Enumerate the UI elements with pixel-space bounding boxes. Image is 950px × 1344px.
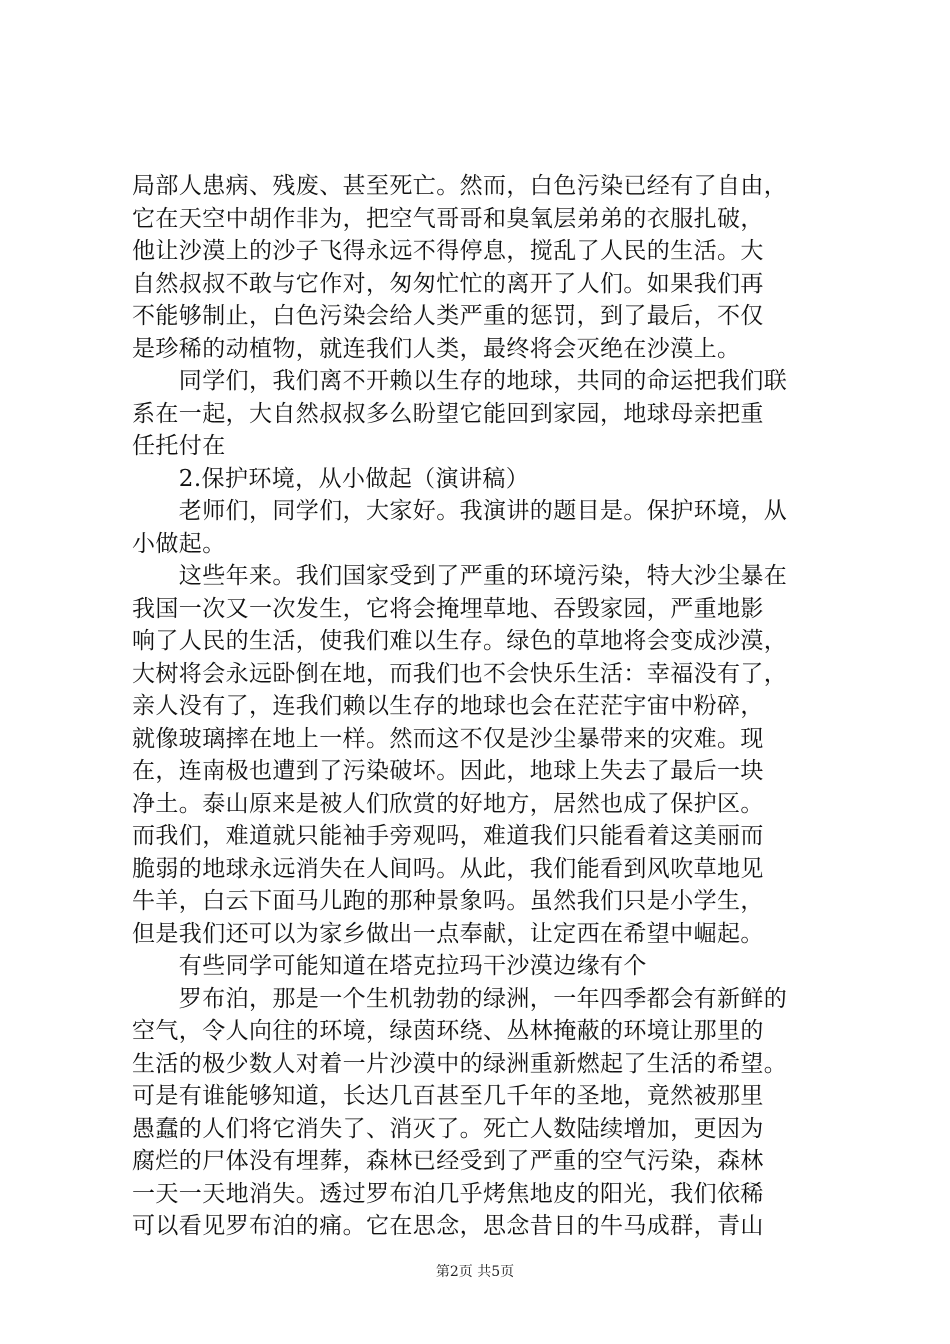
text-line: 亲人没有了，连我们赖以生存的地球也会在茫茫宇宙中粉碎， [132, 693, 764, 719]
text-line: 我国一次又一次发生，它将会掩埋草地、吞毁家园，严重地影 [132, 595, 764, 622]
text-line: 可是有谁能够知道，长达几百甚至几千年的圣地，竟然被那里 [132, 1083, 764, 1109]
text-line: 腐烂的尸体没有埋葬，森林已经受到了严重的空气污染，森林 [132, 1148, 764, 1174]
page-footer [0, 1263, 950, 1281]
text-line: 就像玻璃摔在地上一样。然而这不仅是沙尘暴带来的灾难。现 [132, 725, 764, 752]
text-line: 是珍稀的动植物，就连我们人类，最终将会灭绝在沙漠上。 [132, 335, 741, 362]
text-line: 它在天空中胡作非为，把空气哥哥和臭氧层弟弟的衣服扎破， [132, 205, 764, 232]
text-line: 任托付在 [132, 433, 226, 459]
text-line: 净土。泰山原来是被人们欣赏的好地方，居然也成了保护区。 [132, 790, 764, 817]
text-line: 空气，令人向往的环境，绿茵环绕、丛林掩蔽的环境让那里的 [132, 1018, 764, 1044]
text-line: 愚蠢的人们将它消失了、消灭了。死亡人数陆续增加，更因为 [132, 1115, 764, 1142]
text-line: 系在一起，大自然叔叔多么盼望它能回到家园，地球母亲把重 [132, 400, 764, 427]
section-heading: 2.保护环境，从小做起（演讲稿） [132, 465, 530, 492]
text-line: 一天一天地消失。透过罗布泊几乎烤焦地皮的阳光，我们依稀 [132, 1180, 764, 1207]
text-line: 他让沙漠上的沙子飞得永远不得停息，搅乱了人民的生活。大 [132, 238, 764, 264]
text-line: 大树将会永远卧倒在地，而我们也不会快乐生活：幸福没有了， [132, 660, 788, 687]
text-line: 而我们，难道就只能袖手旁观吗，难道我们只能看着这美丽而 [132, 823, 764, 849]
text-line: 在，连南极也遭到了污染破坏。因此，地球上失去了最后一块 [132, 758, 764, 784]
text-line: 但是我们还可以为家乡做出一点奉献，让定西在希望中崛起。 [132, 920, 764, 947]
text-line: 牛羊，白云下面马儿跑的那种景象吗。虽然我们只是小学生， [132, 888, 764, 914]
body-text [132, 170, 832, 1243]
text-line: 小做起。 [132, 530, 226, 557]
text-line: 这些年来。我们国家受到了严重的环境污染，特大沙尘暴在 [132, 563, 788, 589]
text-line: 不能够制止，白色污染会给人类严重的惩罚，到了最后，不仅 [132, 303, 764, 329]
page-number-label: 第2页 共5页 [435, 1264, 515, 1280]
text-line: 脆弱的地球永远消失在人间吗。从此，我们能看到风吹草地见 [132, 855, 764, 882]
text-line: 罗布泊，那是一个生机勃勃的绿洲，一年四季都会有新鲜的 [132, 985, 788, 1012]
text-line: 老师们，同学们，大家好。我演讲的题目是。保护环境，从 [132, 498, 788, 524]
text-line: 可以看见罗布泊的痛。它在思念，思念昔日的牛马成群，青山 [132, 1213, 764, 1239]
text-line: 有些同学可能知道在塔克拉玛干沙漠边缘有个 [132, 953, 647, 979]
text-line: 局部人患病、残废、甚至死亡。然而，白色污染已经有了自由， [132, 173, 788, 199]
text-line: 生活的极少数人对着一片沙漠中的绿洲重新燃起了生活的希望。 [132, 1050, 788, 1077]
text-line: 响了人民的生活，使我们难以生存。绿色的草地将会变成沙漠， [132, 628, 788, 654]
text-line: 自然叔叔不敢与它作对，匆匆忙忙的离开了人们。如果我们再 [132, 270, 764, 297]
text-line: 同学们，我们离不开赖以生存的地球，共同的命运把我们联 [132, 368, 788, 394]
